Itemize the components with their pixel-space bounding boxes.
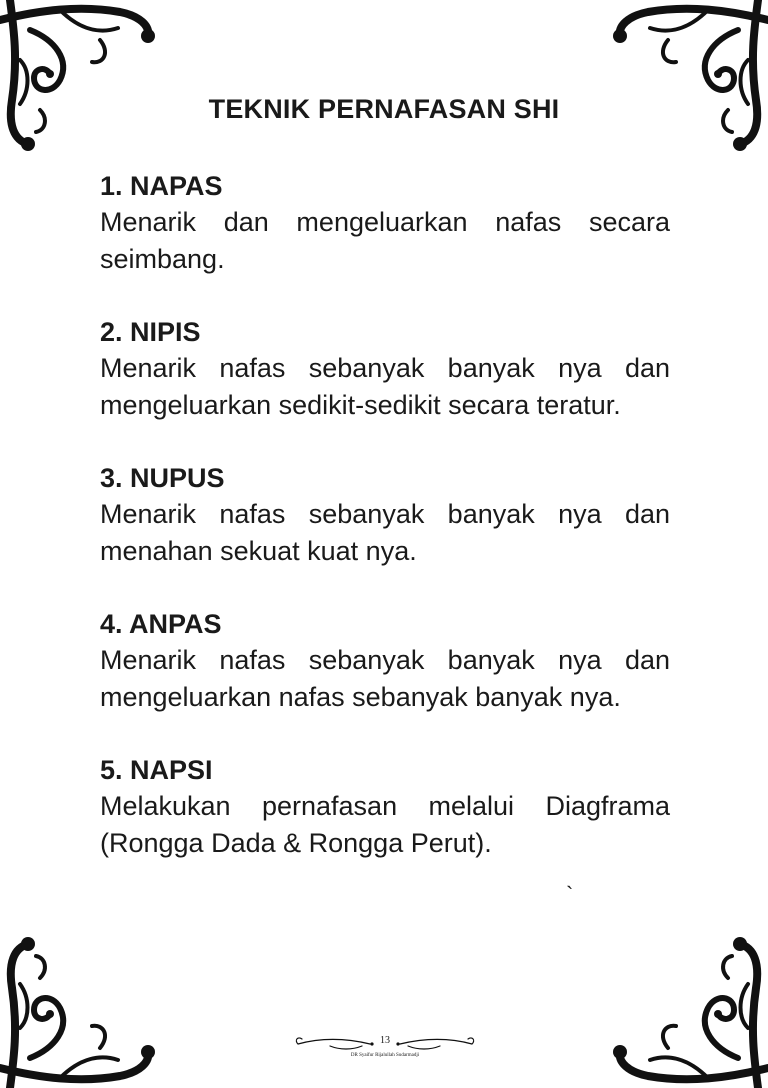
section-heading: 5. NAPSI — [100, 755, 213, 785]
page-number: 13 — [380, 1035, 390, 1046]
corner-ornament-top-right-icon — [598, 0, 768, 170]
section-text: Menarik dan mengeluarkan nafas secara seimbang. — [100, 207, 670, 274]
section-nupus — [100, 460, 670, 570]
section-heading: 1. NAPAS — [100, 171, 223, 201]
section-text: Menarik nafas sebanyak banyak nya dan mengeluarkan sedikit-sedikit secara teratur. — [100, 353, 670, 420]
section-napsi — [100, 752, 670, 862]
section-heading: 2. NIPIS — [100, 317, 201, 347]
section-heading: 3. NUPUS — [100, 463, 225, 493]
corner-ornament-bottom-left-icon — [0, 918, 170, 1088]
page-footer — [290, 1032, 480, 1058]
stray-mark: ` — [566, 882, 574, 907]
section-text: Menarik nafas sebanyak banyak nya dan mengeluarkan nafas sebanyak banyak nya. — [100, 645, 670, 712]
section-napas — [100, 168, 670, 278]
section-nipis — [100, 314, 670, 424]
corner-ornament-top-left-icon — [0, 0, 170, 170]
section-text: Melakukan pernafasan melalui Diagframa (Rongga Dada & Rongga Perut). — [100, 791, 670, 858]
document-body — [100, 168, 670, 898]
corner-ornament-bottom-right-icon — [598, 918, 768, 1088]
section-heading: 4. ANPAS — [100, 609, 222, 639]
section-anpas — [100, 606, 670, 716]
footer-caption: DR Syaifur Rijalullah Sudarmadji — [350, 1053, 420, 1058]
page-title: TEKNIK PERNAFASAN SHI — [208, 94, 560, 124]
section-text: Menarik nafas sebanyak banyak nya dan menahan sekuat kuat nya. — [100, 499, 670, 566]
